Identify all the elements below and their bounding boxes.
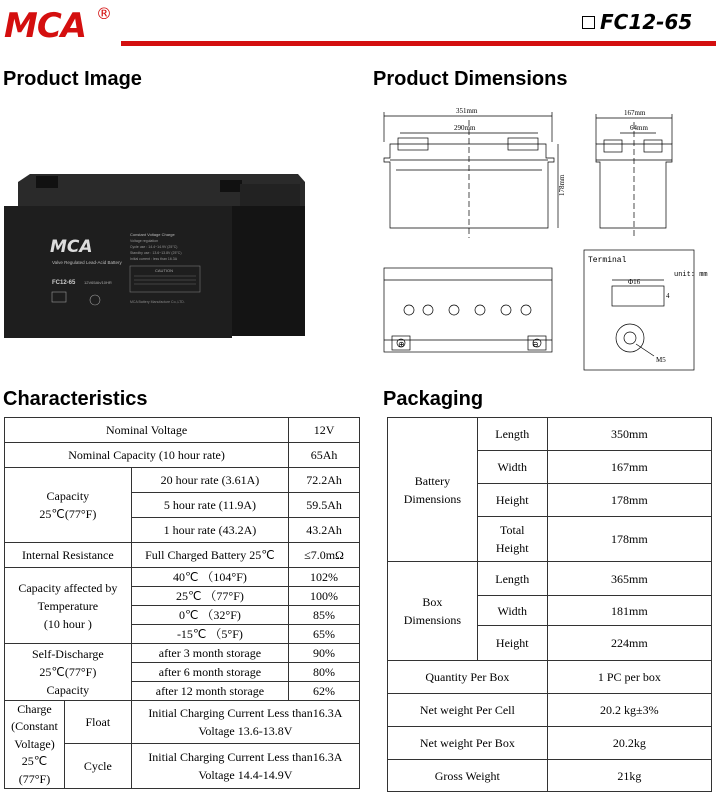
cell-box-width-label: Width (477, 596, 547, 626)
cell-capacity-value: 72.2Ah (289, 468, 360, 493)
cell-internal-resistance-value: ≤7.0mΩ (289, 543, 360, 568)
table-row (5, 443, 360, 468)
cell-gross-value: 21kg (547, 760, 711, 792)
table-row (5, 644, 360, 663)
cell-battery-total-height-label (477, 517, 547, 562)
cell-storage-value: 90% (289, 644, 360, 663)
battery-cycle-use: Cycle use : 14.4~14.9V (25°C) (130, 245, 178, 249)
cell-quantity-label: Quantity Per Box (388, 661, 548, 694)
registered-mark: ® (96, 4, 112, 23)
battery-model: FC12-65 (52, 280, 76, 286)
cell-capacity-rate: 1 hour rate (43.2A) (131, 518, 288, 543)
cell-battery-height-value: 178mm (547, 484, 711, 517)
battery-dims-line2: Dimensions (403, 491, 462, 506)
dim-height: 178mm (558, 174, 566, 196)
cell-temperature: 25℃ （77°F) (131, 587, 288, 606)
cell-charge-cycle-mode: Cycle (64, 744, 131, 789)
cell-capacity-rate: 20 hour rate (3.61A) (131, 468, 288, 493)
cell-box-width-value: 181mm (547, 596, 711, 626)
cell-temperature-value: 65% (289, 625, 360, 644)
brand-logo (4, 4, 116, 48)
battery-caution: CAUTION (155, 268, 173, 273)
battery-logo: MCA (50, 237, 93, 257)
cell-self-discharge-label (5, 644, 132, 701)
capacity-label-line2: 25℃(77°F) (39, 507, 97, 521)
temperature-label-line3: (10 hour ) (43, 616, 92, 631)
dim-terminal-h: 4 (666, 292, 670, 300)
cell-net-cell-label: Net weight Per Cell (388, 694, 548, 727)
self-discharge-label-line2: 25℃(77°F) (39, 665, 97, 679)
table-row (388, 661, 712, 694)
cell-box-length-label: Length (477, 562, 547, 596)
cell-battery-dims-label (388, 418, 478, 562)
cell-temperature: -15℃ （5°F) (131, 625, 288, 644)
charge-label-line2: (Constant (11, 719, 58, 734)
logo-text: MCA (4, 6, 87, 46)
temperature-label-line2: Temperature (37, 598, 99, 613)
cell-storage-value: 62% (289, 682, 360, 701)
cell-box-dims-label (388, 562, 478, 661)
capacity-label-line1: Capacity (46, 489, 90, 503)
cell-box-height-label: Height (477, 626, 547, 661)
self-discharge-label-line3: Capacity (46, 683, 90, 697)
cell-charge-label (5, 701, 65, 789)
section-title-characteristics: Characteristics (3, 388, 148, 410)
dim-pos: ⊕ (398, 340, 405, 349)
cell-temperature: 0℃ （32°F) (131, 606, 288, 625)
table-row (388, 760, 712, 792)
table-row (5, 701, 360, 744)
cell-battery-width-value: 167mm (547, 451, 711, 484)
table-row (5, 543, 360, 568)
cell-nominal-voltage-value: 12V (289, 418, 360, 443)
cell-nominal-capacity-value: 65Ah (289, 443, 360, 468)
table-row (388, 418, 712, 451)
total-height-line2: Height (495, 541, 529, 555)
charge-label-line5: (77°F) (18, 771, 51, 786)
cell-internal-resistance-condition: Full Charged Battery 25℃ (131, 543, 288, 568)
cell-net-box-label: Net weight Per Box (388, 727, 548, 760)
dim-bolt: M5 (656, 356, 666, 364)
cell-net-box-value: 20.2kg (547, 727, 711, 760)
cell-battery-height-label: Height (477, 484, 547, 517)
total-height-line1: Total (500, 523, 525, 537)
characteristics-table (4, 417, 360, 789)
cell-box-height-value: 224mm (547, 626, 711, 661)
cell-temperature-value: 100% (289, 587, 360, 606)
cell-battery-length-value: 350mm (547, 418, 711, 451)
header-rule (121, 41, 716, 46)
table-row (388, 562, 712, 596)
table-row (5, 418, 360, 443)
dim-side-width: 167mm (624, 109, 646, 117)
cell-storage-period: after 3 month storage (131, 644, 288, 663)
battery-image (0, 160, 310, 345)
float-voltage: Voltage 13.6-13.8V (198, 724, 293, 738)
charge-label-line1: Charge (17, 702, 52, 717)
dim-front-width: 351mm (456, 107, 478, 115)
cell-box-length-value: 365mm (547, 562, 711, 596)
dim-side-inner: 64mm (630, 124, 648, 132)
cell-nominal-capacity-label: Nominal Capacity (10 hour rate) (5, 443, 289, 468)
box-dims-line2: Dimensions (403, 613, 462, 627)
float-current: Initial Charging Current Less than16.3A (148, 706, 343, 720)
dimension-drawings (374, 100, 716, 380)
cell-nominal-voltage-label: Nominal Voltage (5, 418, 289, 443)
cell-internal-resistance-label: Internal Resistance (5, 543, 132, 568)
temperature-label-line1: Capacity affected by (18, 580, 118, 595)
box-dims-line1: Box (422, 595, 443, 609)
charge-label-line4: 25℃ (21, 754, 48, 769)
section-title-product-image: Product Image (3, 68, 142, 90)
table-row (388, 694, 712, 727)
cell-temperature-value: 85% (289, 606, 360, 625)
dim-terminal-span: 290mm (454, 124, 476, 132)
battery-subtitle: Valve Regulated Lead-Acid Battery (52, 260, 122, 265)
cell-temperature: 40℃ （104°F) (131, 568, 288, 587)
cell-capacity-label (5, 468, 132, 543)
table-row (5, 568, 360, 587)
checkbox-icon (582, 16, 595, 29)
cell-net-cell-value: 20.2 kg±3% (547, 694, 711, 727)
self-discharge-label-line1: Self-Discharge (31, 647, 104, 661)
cell-storage-value: 80% (289, 663, 360, 682)
cell-capacity-rate: 5 hour rate (11.9A) (131, 493, 288, 518)
battery-initial-current: Initial current : less than 16.3A (130, 257, 178, 261)
battery-company: MCA Battery Manufacture Co.,LTD. (130, 300, 185, 304)
cell-battery-total-height-value: 178mm (547, 517, 711, 562)
cell-storage-period: after 6 month storage (131, 663, 288, 682)
section-title-product-dimensions: Product Dimensions (373, 68, 568, 90)
battery-standby-use: Standby use : 13.6~13.8V (25°C) (130, 251, 182, 255)
table-row (388, 727, 712, 760)
model-number: FC12-65 (600, 10, 693, 34)
dim-terminal-dia: Φ16 (628, 278, 641, 286)
cell-battery-width-label: Width (477, 451, 547, 484)
cycle-voltage: Voltage 14.4-14.9V (198, 768, 293, 782)
battery-dims-line1: Battery (414, 473, 451, 488)
cell-battery-length-label: Length (477, 418, 547, 451)
cycle-current: Initial Charging Current Less than16.3A (148, 750, 343, 764)
cell-storage-period: after 12 month storage (131, 682, 288, 701)
battery-charge-title: Constant Voltage Charge (130, 232, 175, 237)
cell-temperature-value: 102% (289, 568, 360, 587)
section-title-packaging: Packaging (383, 388, 484, 410)
cell-gross-label: Gross Weight (388, 760, 548, 792)
dim-terminal-label: Terminal (588, 256, 627, 265)
cell-charge-cycle-desc (131, 744, 359, 789)
cell-charge-float-desc (131, 701, 359, 744)
charge-label-line3: Voltage) (14, 736, 55, 751)
cell-capacity-value: 59.5Ah (289, 493, 360, 518)
cell-quantity-value: 1 PC per box (547, 661, 711, 694)
cell-charge-float-mode: Float (64, 701, 131, 744)
table-row (5, 468, 360, 493)
packaging-table (387, 417, 712, 792)
dim-neg: ⊖ (532, 340, 539, 349)
battery-spec: 12V65Ah/10HR (84, 280, 112, 285)
dim-unit: unit: mm (674, 271, 708, 279)
battery-charge-sub: Voltage regulation (130, 239, 159, 243)
cell-capacity-value: 43.2Ah (289, 518, 360, 543)
cell-temperature-label (5, 568, 132, 644)
